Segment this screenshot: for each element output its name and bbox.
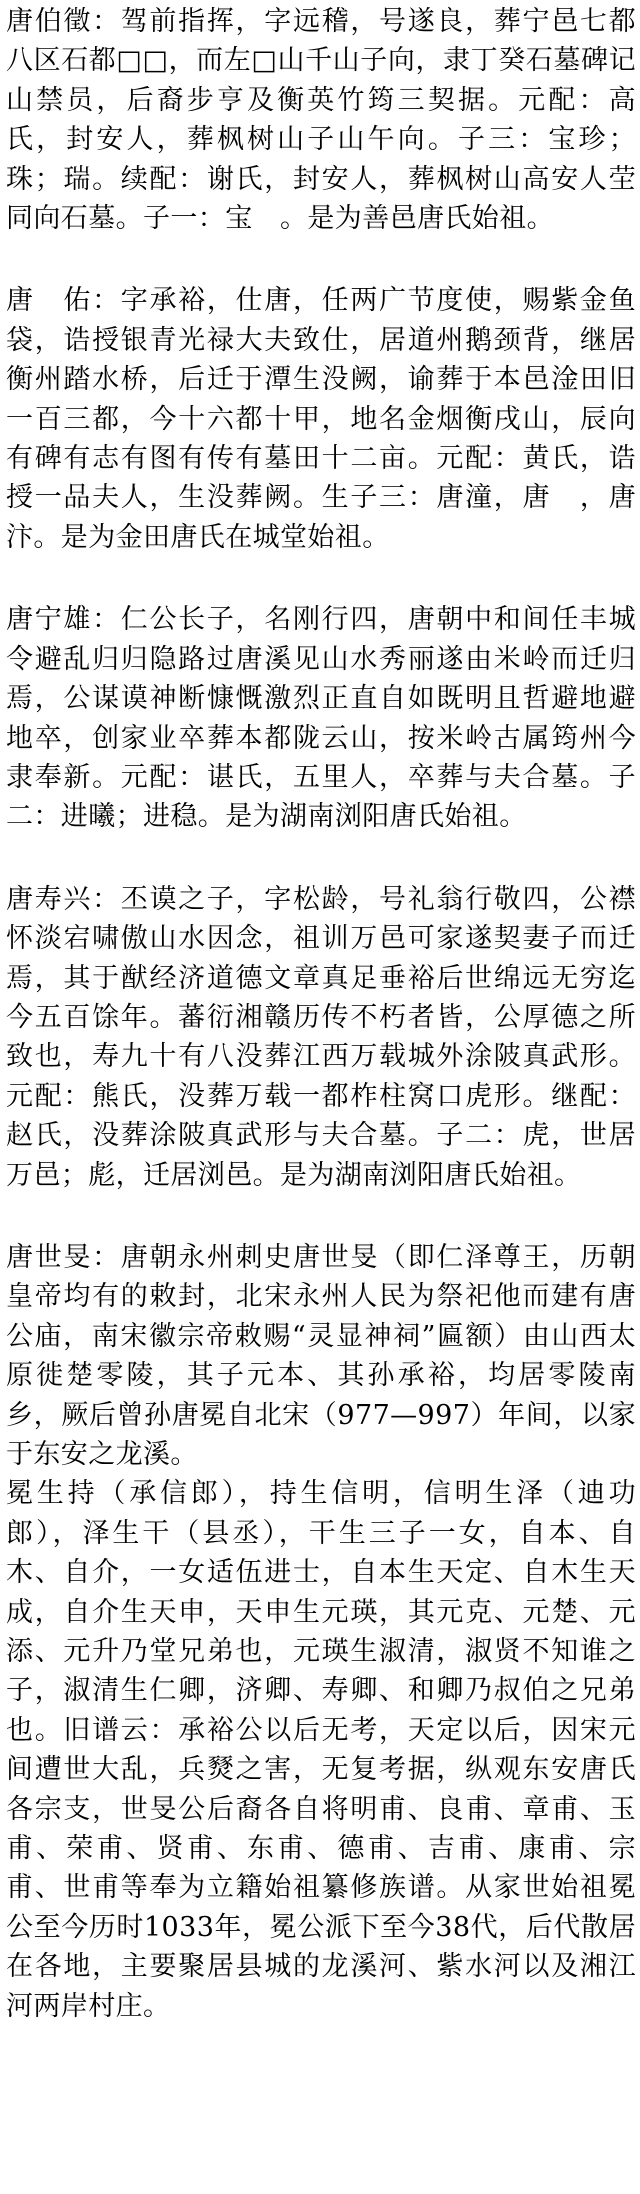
section-tang-shimin xyxy=(6,1238,636,2026)
section-divider xyxy=(6,238,636,281)
paragraph: 唐 佑：字承裕，仕唐，任两广节度使，赐紫金鱼袋，诰授银青光禄大夫致仕，居道州鹅颈背，继居衡州踏水桥，后迁于潭生没阙，谕葬于本邑淦田旧一百三都，今十六都十甲，地名金烟衡戌山，辰向有碑有志有图有传有墓田十二亩。元配：黄氏，诰授一品夫人，生没葬阙。生子三：唐潼，唐 ，唐汴。是为金田唐氏在城堂始祖。 xyxy=(6,285,636,553)
paragraph: 唐宁雄：仁公长子，名刚行四，唐朝中和间任丰城令避乱归归隐路过唐溪见山水秀丽遂由米岭而迁归焉，公谋谟神断慷慨激烈正直自如既明且哲避地避地卒，创家业卒葬本都陇云山，按米岭古属筠州今隶奉新。元配：谌氏，五里人，卒葬与夫合墓。子二：进曦；进稳。是为湖南浏阳唐氏始祖。 xyxy=(6,604,636,833)
section-divider xyxy=(6,1195,636,1238)
section-divider xyxy=(6,557,636,600)
paragraph: 唐伯徵：驾前指挥，字远稽，号遂良，葬宁邑七都八区石都□□，而左□山千山子向，隶丁癸石墓碑记山禁员，后裔步亨及衡英竹筠三契据。元配：高氏，封安人，葬枫树山子山午向。子三：宝珍；珠；瑞。续配：谢氏，封安人，葬枫树山高安人茔同向石墓。子一：宝 。是为善邑唐氏始祖。 xyxy=(6,6,636,235)
paragraph: 冕生持（承信郎），持生信明，信明生泽（迪功郎），泽生干（县丞），干生三子一女，自本、自木、自介，一女适伍进士，自本生天定、自木生天成，自介生天申，天申生元瑛，其元克、元楚、元添、元升乃堂兄弟也，元瑛生淑清，淑贤不知谁之子，淑清生仁卿，济卿、寿卿、和卿乃叔伯之兄弟也。旧谱云：承裕公以后无考，天定以后，因宋元间遭世大乱，兵燹之害，无复考据，纵观东安唐氏各宗支，世旻公后裔各自将明甫、良甫、章甫、玉甫、荣甫、贤甫、东甫、德甫、吉甫、康甫、宗甫、世甫等奉为立籍始祖纂修族谱。从家世始祖冕公至今历时1033年，冕公派下至今38代，后代散居在各地，主要聚居县城的龙溪河、紫水河以及湘江河两岸村庄。 xyxy=(6,1478,636,2022)
paragraph: 唐世旻：唐朝永州刺史唐世旻（即仁泽尊王，历朝皇帝均有的敕封，北宋永州人民为祭祀他而建有唐公庙，南宋徽宗帝敕赐“灵显神祠”匾额）由山西太原徙楚零陵，其子元本、其孙承裕，均居零陵南乡，厥后曾孙唐冕自北宋（977—997）年间，以家于东安之龙溪。 xyxy=(6,1241,636,1470)
section-tang-ningxiong xyxy=(6,600,636,836)
section-tang-you xyxy=(6,281,636,557)
paragraph: 唐寿兴：丕谟之子，字松龄，号礼翁行敬四，公襟怀淡宕啸傲山水因念，祖训万邑可家遂契妻子而迁焉，其于猷经济道德文章真足垂裕后世绵远无穷迄今五百馀年。蕃衍湘赣历传不朽者皆，公厚德之所致也，寿九十有八没葬江西万载城外涂陂真武形。元配：熊氏，没葬万载一都柞柱窝口虎形。继配：赵氏，没葬涂陂真武形与夫合墓。子二：虎，世居万邑；彪，迁居浏邑。是为湖南浏阳唐氏始祖。 xyxy=(6,883,636,1191)
section-divider xyxy=(6,837,636,880)
section-tang-bozheng xyxy=(6,2,636,238)
section-tang-shouxing xyxy=(6,880,636,1195)
